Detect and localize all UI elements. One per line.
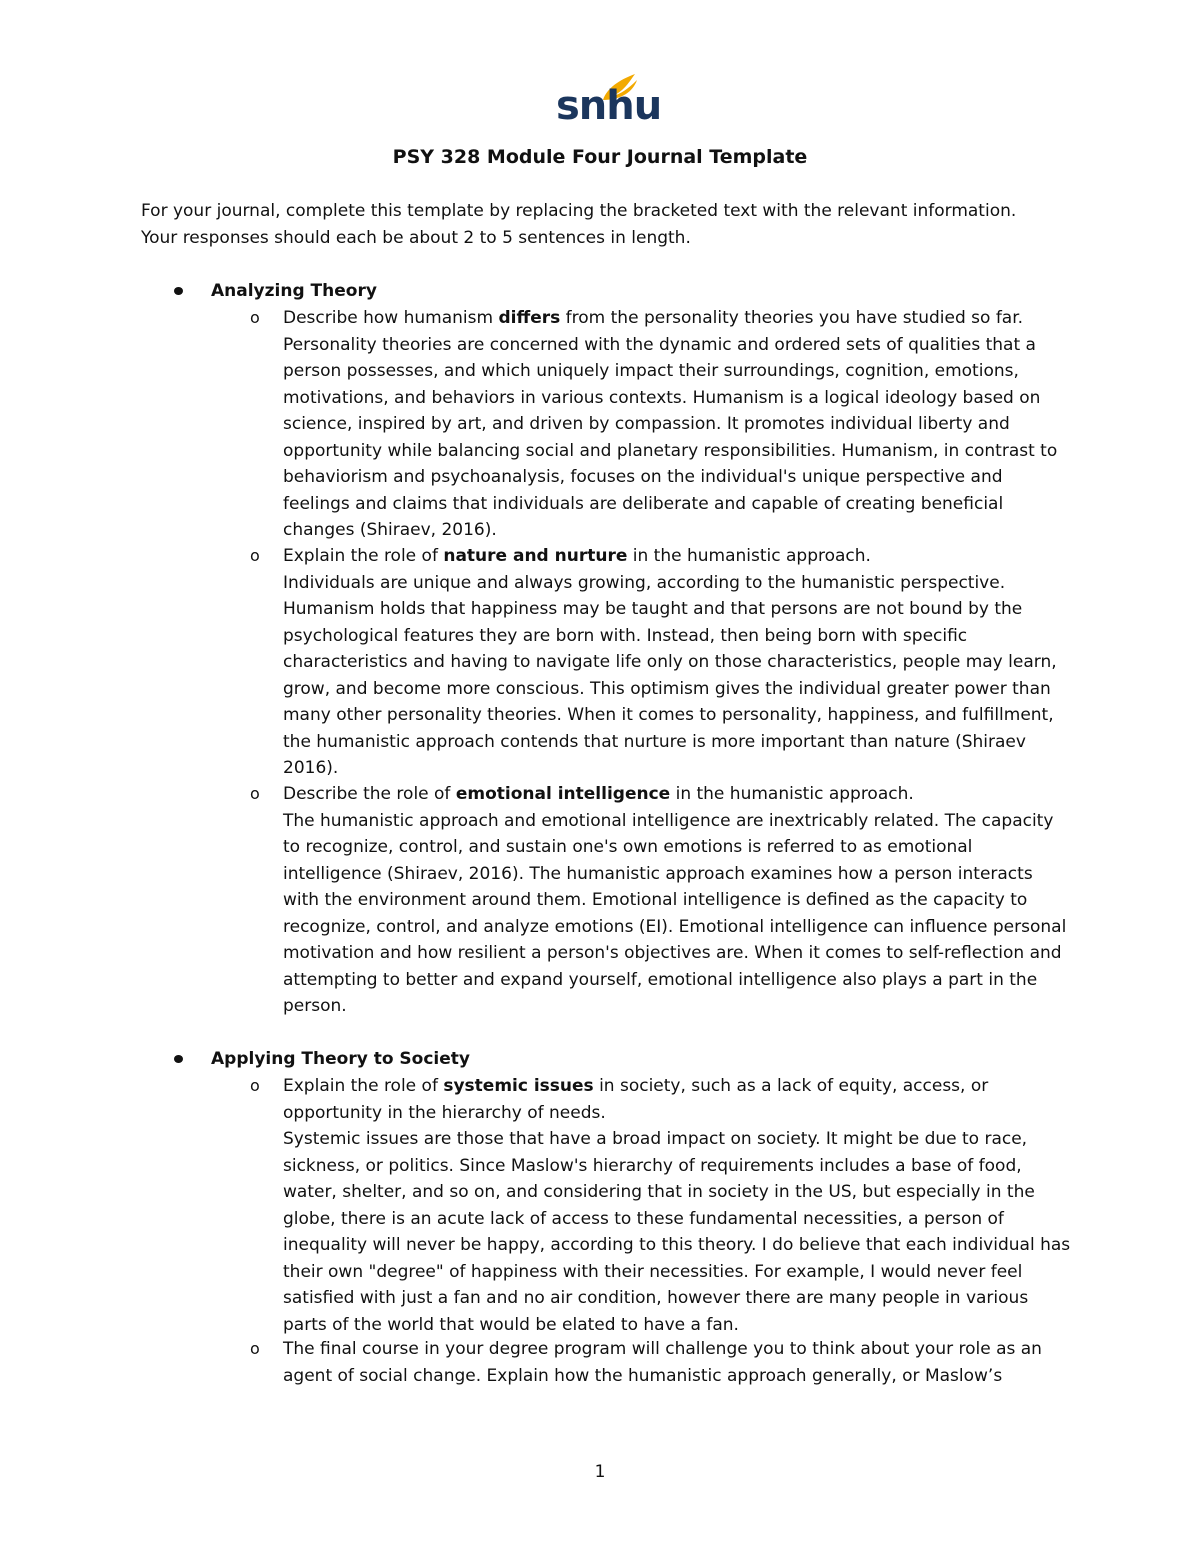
prompt-text: The final course in your degree program will challenge you to think about your role as an agent of social change. Explain how the humanistic approach generally, or Maslow’s	[283, 1339, 1042, 1386]
document-title: PSY 328 Module Four Journal Template	[392, 146, 808, 168]
hollow-bullet-icon: o	[250, 1339, 260, 1358]
item-body	[283, 1336, 1073, 1389]
item-prompt	[283, 781, 1073, 808]
item-body	[283, 1073, 1073, 1338]
page-number: 1	[594, 1462, 606, 1482]
item-answer: Individuals are unique and always growing, according to the humanistic perspective. Humanism holds that happiness may be taught and that persons are not bound by the psychological features they are born with. Instead, then being born with specific characteristics and having to navigate life only on those characteristics, people may learn, grow, and become more conscious. This optimism gives the individual greater power than many other personality theories. When it comes to personality, happiness, and fulfillment, the humanistic approach contends that nurture is more important than nature (Shiraev 2016).	[283, 572, 1057, 778]
hollow-bullet-icon: o	[250, 1076, 260, 1095]
prompt-text: in the humanistic approach.	[670, 784, 914, 804]
prompt-keyword: differs	[498, 308, 561, 328]
logo-text: snhu	[556, 83, 662, 129]
prompt-keyword: systemic issues	[443, 1076, 594, 1096]
section-title: Applying Theory to Society	[211, 1049, 471, 1069]
bullet-icon	[174, 287, 183, 295]
hollow-bullet-icon: o	[250, 308, 260, 327]
prompt-text: Explain the role of	[283, 1076, 444, 1096]
item-body	[283, 543, 1073, 782]
item-body	[283, 781, 1073, 1020]
prompt-text: in the humanistic approach.	[627, 546, 871, 566]
hollow-bullet-icon: o	[250, 784, 260, 803]
item-answer: Systemic issues are those that have a broad impact on society. It might be due to race, sickness, or politics. Since Maslow's hierarchy of requirements includes a base of food, water, shelter, and so on, and considering that in society in the US, but especially in the globe, there is an acute lack of access to these fundamental necessities, a person of inequality will never be happy, according to this theory. I do believe that each individual has their own "degree" of happiness with their necessities. For example, I would never feel satisfied with just a fan and no air condition, however there are many people in various parts of the world that would be elated to have a fan.	[283, 1129, 1071, 1335]
item-body	[283, 305, 1073, 544]
item-prompt	[283, 305, 1073, 332]
item-prompt	[283, 1073, 1073, 1126]
prompt-keyword: emotional intelligence	[455, 784, 671, 804]
snhu-logo	[556, 72, 662, 132]
prompt-text: in society, such as a lack of equity, access, or opportunity in the hierarchy of needs.	[283, 1076, 989, 1123]
prompt-keyword: nature and nurture	[443, 546, 628, 566]
intro-line: Your responses should each be about 2 to 5 sentences in length.	[141, 227, 691, 248]
prompt-text: Explain the role of	[283, 546, 444, 566]
prompt-text: Describe the role of	[283, 784, 456, 804]
intro-paragraph	[141, 198, 1071, 251]
intro-line: For your journal, complete this template by replacing the bracketed text with the relevant information.	[141, 201, 1017, 221]
hollow-bullet-icon: o	[250, 546, 260, 565]
item-prompt	[283, 543, 1073, 570]
item-prompt	[283, 1336, 1073, 1389]
item-answer: Personality theories are concerned with the dynamic and ordered sets of qualities that a person possesses, and which uniquely impact their surroundings, cognition, emotions, motivations, and behaviors in various contexts. Humanism is a logical ideology based on science, inspired by art, and driven by compassion. It promotes individual liberty and opportunity while balancing social and planetary responsibilities. Humanism, in contrast to behaviorism and psychoanalysis, focuses on the individual's unique perspective and feelings and claims that individuals are deliberate and capable of creating beneficial changes (Shiraev, 2016).	[283, 334, 1058, 540]
prompt-text: Describe how humanism	[283, 308, 499, 328]
bullet-icon	[174, 1055, 183, 1063]
prompt-text: from the personality theories you have studied so far.	[560, 308, 1024, 328]
section-title: Analyzing Theory	[211, 281, 377, 301]
item-answer: The humanistic approach and emotional intelligence are inextricably related. The capacity to recognize, control, and sustain one's own emotions is referred to as emotional intelligence (Shiraev, 2016). The humanistic approach examines how a person interacts with the environment around them. Emotional intelligence is defined as the capacity to recognize, control, and analyze emotions (EI). Emotional intelligence can influence personal motivation and how resilient a person's objectives are. When it comes to self-reflection and attempting to better and expand yourself, emotional intelligence also plays a part in the person.	[283, 810, 1067, 1016]
